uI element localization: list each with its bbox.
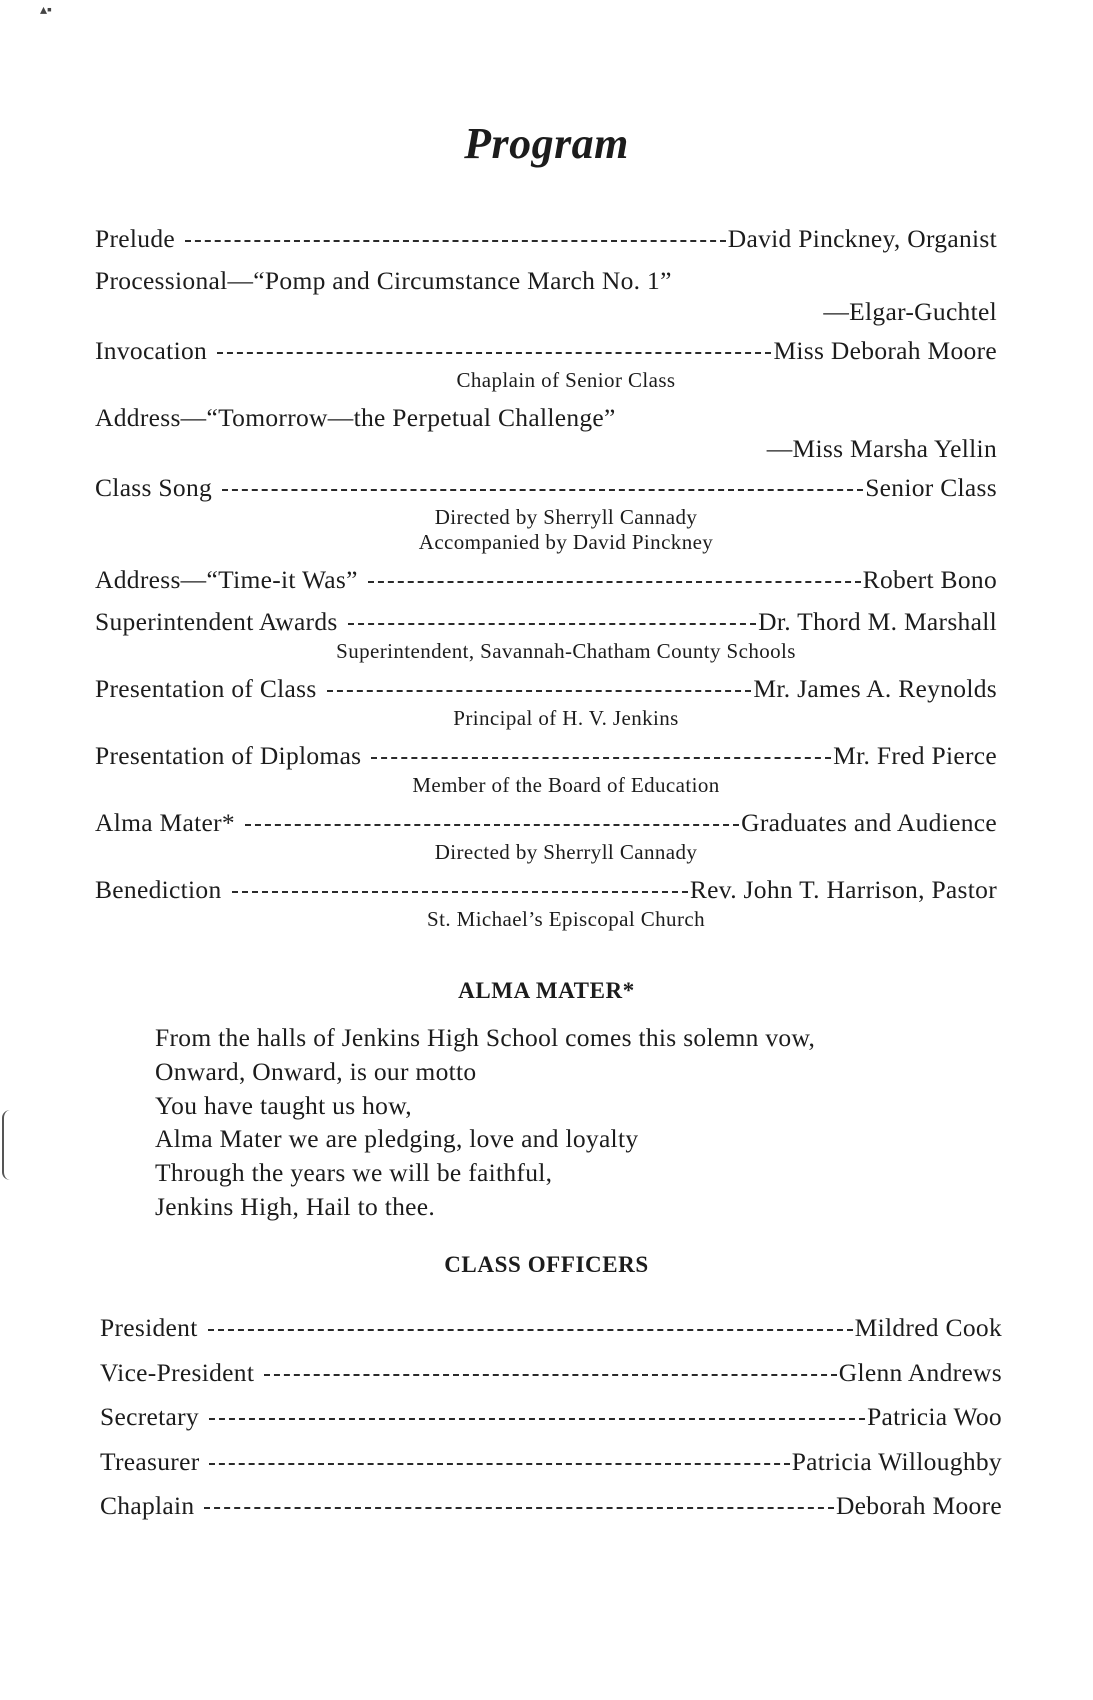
program-item-performer: Mr. Fred Pierce bbox=[833, 741, 997, 770]
lyric-line: From the halls of Jenkins High School comes this solemn vow, bbox=[155, 1023, 816, 1052]
dotted-leader bbox=[209, 1418, 865, 1420]
officer-row bbox=[100, 1311, 1002, 1345]
program-item-note: Member of the Board of Education bbox=[412, 773, 720, 797]
program-item-invocation bbox=[95, 334, 997, 393]
dotted-leader bbox=[222, 489, 863, 491]
dotted-leader bbox=[348, 623, 757, 625]
program-item-processional bbox=[95, 264, 997, 326]
dotted-leader bbox=[368, 581, 861, 583]
program-item-label: Prelude bbox=[95, 224, 175, 253]
officer-role: Secretary bbox=[100, 1402, 199, 1431]
program-item-note: Directed by Sherryll Cannady bbox=[434, 840, 698, 864]
alma-mater-lyrics bbox=[155, 1021, 815, 1224]
scan-speck-mark: ▴▪ bbox=[40, 3, 52, 18]
lyric-line: Onward, Onward, is our motto bbox=[155, 1056, 477, 1086]
scan-edge-mark bbox=[2, 1110, 18, 1180]
program-item-performer: Senior Class bbox=[865, 473, 997, 502]
officer-role: Vice-President bbox=[100, 1357, 255, 1387]
program-item-awards bbox=[95, 605, 997, 664]
program-item-benediction bbox=[95, 873, 997, 932]
officer-row bbox=[100, 1356, 1002, 1390]
program-item-performer: Dr. Thord M. Marshall bbox=[758, 607, 997, 636]
dotted-leader bbox=[208, 1329, 853, 1331]
program-item-attribution: —Miss Marsha Yellin bbox=[766, 434, 997, 463]
program-item-prelude bbox=[95, 222, 997, 256]
program-item-address-tomorrow bbox=[95, 401, 997, 463]
program-item-note: Principal of H. V. Jenkins bbox=[453, 706, 679, 730]
program-item-label: Benediction bbox=[95, 875, 222, 904]
program-item-label: Invocation bbox=[95, 336, 208, 365]
dotted-leader bbox=[371, 757, 831, 759]
program-item-label: Address—“Time-it Was” bbox=[95, 565, 358, 594]
program-item-label: Processional—“Pomp and Circumstance March No. 1” bbox=[95, 266, 672, 295]
officer-role: Treasurer bbox=[100, 1446, 200, 1476]
program-item-performer: Mr. James A. Reynolds bbox=[753, 674, 997, 703]
officer-name: Glenn Andrews bbox=[838, 1357, 1002, 1387]
program-item-note: St. Michael’s Episcopal Church bbox=[427, 907, 705, 931]
program-item-presentation-class bbox=[95, 672, 997, 731]
class-officers-list bbox=[100, 1311, 1002, 1534]
program-item-label: Class Song bbox=[95, 473, 213, 502]
page-title: Program bbox=[464, 119, 629, 168]
officer-role: Chaplain bbox=[100, 1491, 195, 1520]
dotted-leader bbox=[185, 240, 726, 242]
officer-row bbox=[100, 1445, 1002, 1479]
program-item-label: Alma Mater* bbox=[95, 808, 235, 837]
program-item-diplomas bbox=[95, 739, 997, 798]
dotted-leader bbox=[327, 690, 752, 692]
program-item-performer: David Pinckney, Organist bbox=[727, 224, 997, 253]
program-list bbox=[95, 222, 997, 940]
class-officers-heading: CLASS OFFICERS bbox=[444, 1252, 649, 1277]
dotted-leader bbox=[217, 352, 771, 354]
officer-name: Patricia Willoughby bbox=[791, 1446, 1002, 1476]
program-item-note: Superintendent, Savannah-Chatham County Schools bbox=[336, 639, 796, 663]
lyric-line: Alma Mater we are pledging, love and loyalty bbox=[155, 1124, 639, 1154]
program-item-class-song bbox=[95, 471, 997, 555]
program-item-attribution: —Elgar-Guchtel bbox=[823, 297, 997, 326]
lyric-line: You have taught us how, bbox=[155, 1090, 412, 1120]
program-item-address-time bbox=[95, 563, 997, 597]
lyric-line: Jenkins High, Hail to thee. bbox=[155, 1191, 436, 1221]
dotted-leader bbox=[232, 891, 688, 893]
program-item-label: Address—“Tomorrow—the Perpetual Challenge” bbox=[95, 403, 616, 432]
lyric-line: Through the years we will be faithful, bbox=[155, 1158, 553, 1188]
program-item-label: Presentation of Class bbox=[95, 674, 317, 703]
program-item-performer: Miss Deborah Moore bbox=[773, 336, 997, 365]
officer-row bbox=[100, 1489, 1002, 1523]
program-item-note: Chaplain of Senior Class bbox=[456, 368, 676, 392]
dotted-leader bbox=[245, 824, 739, 826]
officer-name: Mildred Cook bbox=[854, 1313, 1002, 1342]
program-item-label: Presentation of Diplomas bbox=[95, 741, 362, 770]
dotted-leader bbox=[264, 1374, 837, 1376]
program-item-alma-mater bbox=[95, 806, 997, 865]
program-item-note: Directed by Sherryll Cannady bbox=[434, 505, 698, 529]
officer-name: Patricia Woo bbox=[867, 1402, 1002, 1431]
program-item-note: Accompanied by David Pinckney bbox=[418, 530, 714, 554]
dotted-leader bbox=[204, 1507, 833, 1509]
program-item-performer: Graduates and Audience bbox=[741, 808, 997, 837]
program-item-performer: Robert Bono bbox=[862, 565, 997, 594]
officer-role: President bbox=[100, 1313, 198, 1342]
dotted-leader bbox=[209, 1463, 789, 1465]
officer-row bbox=[100, 1400, 1002, 1434]
officer-name: Deborah Moore bbox=[835, 1491, 1002, 1520]
program-item-label: Superintendent Awards bbox=[95, 607, 338, 636]
program-item-performer: Rev. John T. Harrison, Pastor bbox=[689, 875, 997, 904]
alma-mater-heading: ALMA MATER* bbox=[458, 978, 635, 1003]
